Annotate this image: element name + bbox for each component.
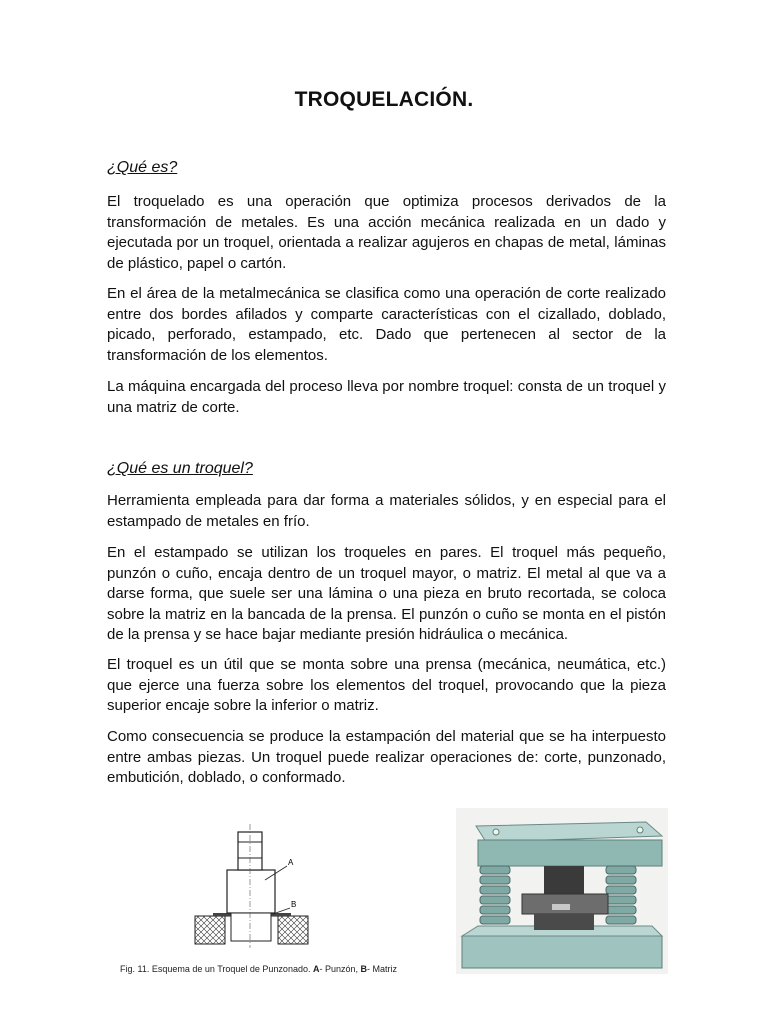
label-a: A [288, 858, 294, 867]
caption-a: A [312, 964, 320, 974]
paragraph: La máquina encargada del proceso lleva por nombre troquel: consta de un troquel y una matriz de corte. [107, 378, 666, 416]
label-b: B [291, 900, 297, 909]
paragraph: Herramienta empleada para dar forma a materiales sólidos, y en especial para el estampado de metales en frío. [107, 492, 666, 530]
paragraph: En el estampado se utilizan los troqueles en pares. El troquel más pequeño, punzón o cuño, encaja dentro de un troquel mayor, o matriz. El metal al que va a darse forma, que suele ser una lámina o una pieza en bruto recortada, se coloca sobre la matriz en la bancada de la prensa. El punzón o cuño se monta en el pistón de la prensa y se hace bajar mediante presión hidráulica o mecánica. [107, 544, 666, 643]
caption-b: B [360, 964, 367, 974]
caption-b-text: - Matriz [367, 964, 397, 974]
paragraph: El troquelado es una operación que optimiza procesos derivados de la transformación de metales. Es una acción mecánica realizada en un dado y ejecutada por un troquel, orientada a realizar agujeros en chapas de metal, láminas de plástico, papel o cartón. [107, 193, 666, 272]
section-heading-que-es: ¿Qué es? [107, 159, 178, 176]
figure-caption [120, 964, 397, 974]
section-heading-que-es-un-troquel: ¿Qué es un troquel? [107, 460, 253, 477]
paragraph: Como consecuencia se produce la estampación del material que se ha interpuesto entre ambas piezas. Un troquel puede realizar operaciones de: corte, punzonado, embutición, doblado, o conformado. [107, 728, 666, 786]
punch-die-schematic [105, 818, 405, 983]
paragraph: El troquel es un útil que se monta sobre una prensa (mecánica, neumática, etc.) que ejerce una fuerza sobre los elementos del troquel, provocando que la pieza superior encaje sobre la inferior o matriz. [107, 656, 666, 714]
paragraph: En el área de la metalmecánica se clasifica como una operación de corte realizado entre dos bordes afilados y comparte características con el cizallado, doblado, picado, perforado, estampado, etc. Dado que pertenecen al sector de la transformación de los elementos. [107, 285, 666, 364]
page-title: TROQUELACIÓN. [294, 88, 474, 111]
caption-prefix: Fig. 11. Esquema de un Troquel de Punzonado. [120, 964, 313, 974]
caption-a-text: - Punzón, [319, 964, 361, 974]
die-set-photo [456, 808, 668, 974]
